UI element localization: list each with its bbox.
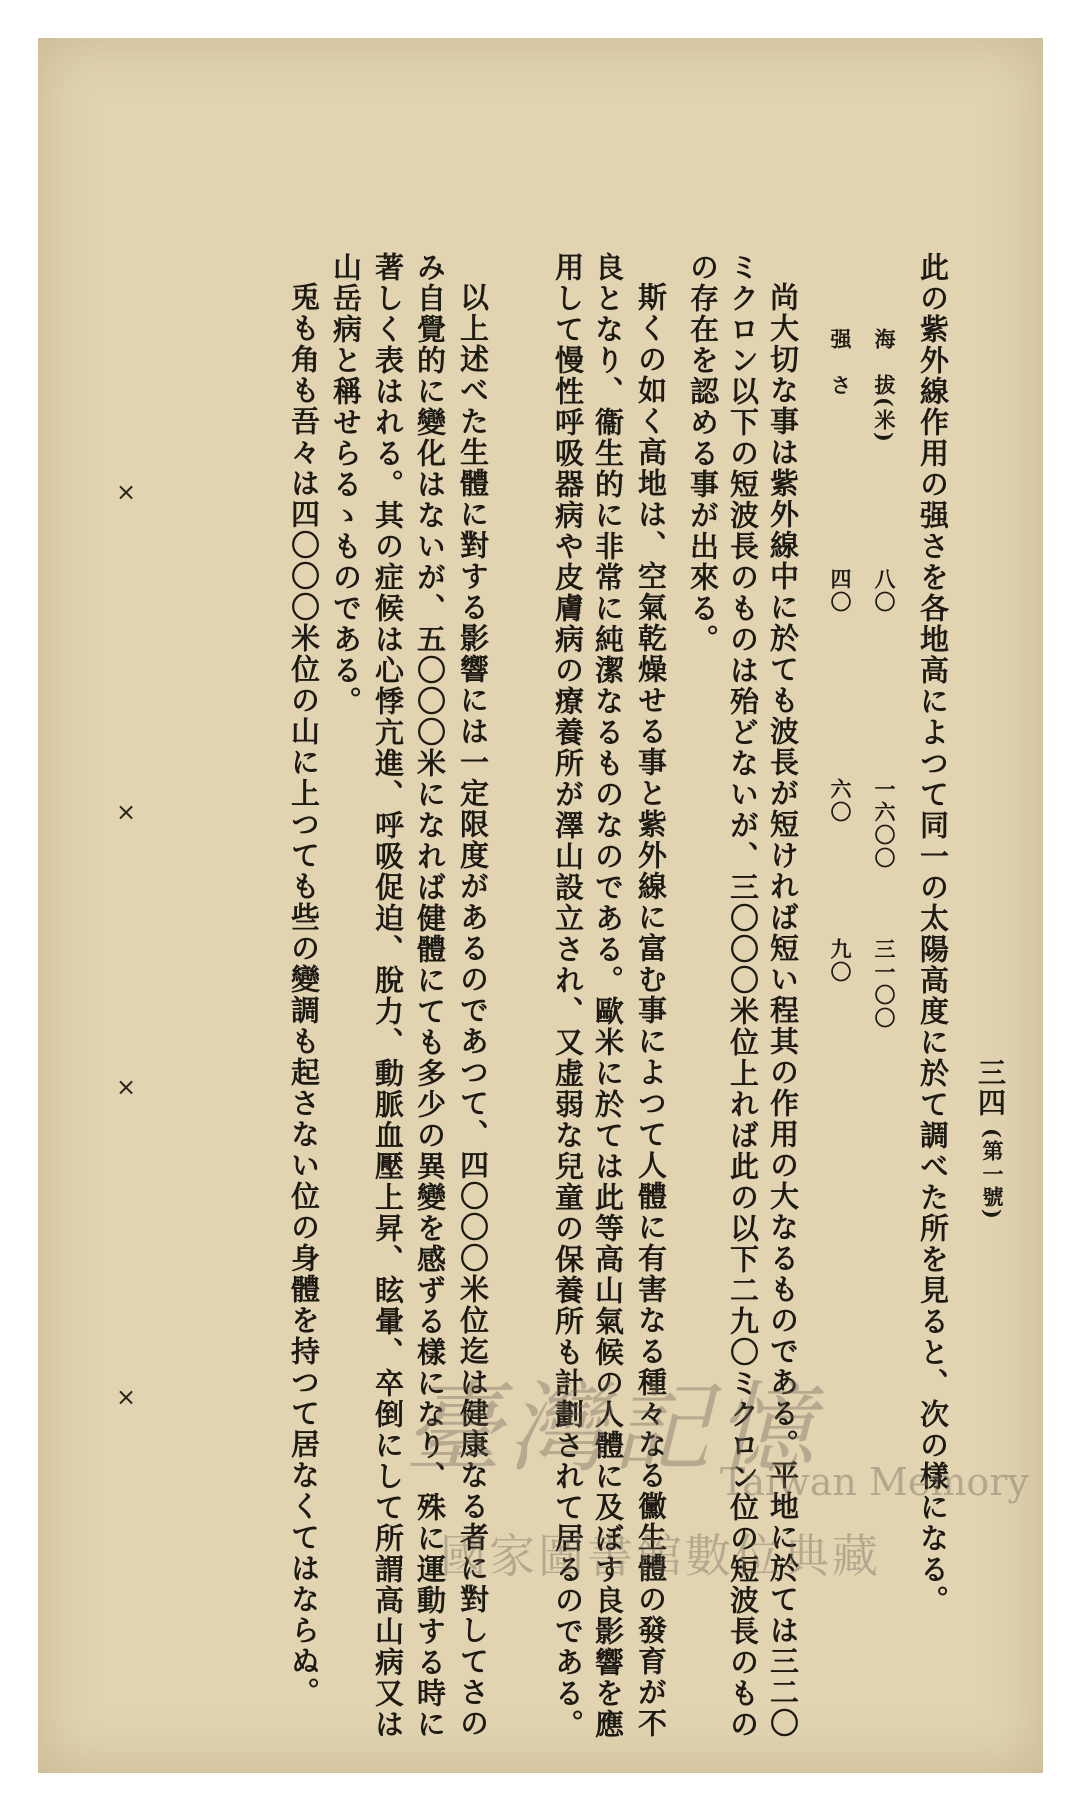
watermark-logo: 臺灣記憶 — [404, 1372, 821, 1486]
text-column-9: み自覺的に變化はないが、五〇〇〇米になれば健體にても多少の異變を感ずる樣になり、殊に運動する時に — [413, 252, 447, 1740]
text-column-5: 斯くの如く高地は、空氣乾燥せる事と紫外線に富む事によつて人體に有害なる種々なる黴生體の發育が不 — [634, 282, 668, 1739]
table-altitude-value-3: 三一〇〇 — [872, 938, 897, 1030]
text-column-8: 以上述べた生體に對する影響には一定限度があるのであつて、四〇〇〇米位迄は健康なる者に對してさの — [456, 282, 490, 1739]
document-page — [38, 38, 1043, 1773]
table-strength-label: 强 さ — [828, 328, 853, 397]
text-column-7: 用して慢性呼吸器病や皮膚病の療養所が澤山設立され、又虚弱な兒童の保養所も計劃されて居るのである。 — [551, 252, 585, 1740]
text-column-6: 良となり、衞生的に非常に純潔なるものなのである。歐米に於ては此等高山氣候の人體に及ぼす良影響を應 — [591, 252, 625, 1740]
separator-cross-3: × — [116, 1073, 137, 1101]
text-column-10: 著しく表はれる。其の症候は心悸亢進、呼吸促迫、脫力、動脈血壓上昇、眩暈、卒倒にして所謂高山病又は — [371, 252, 405, 1740]
table-strength-value-3: 九〇 — [828, 938, 853, 984]
text-column-12: 兎も角も吾々は四〇〇〇米位の山に上つても些の變調も起さない位の身體を持つて居なくてはならぬ。 — [287, 282, 321, 1708]
text-column-11: 山岳病と稱せらるゝものである。 — [329, 252, 363, 717]
separator-cross-4: × — [116, 1383, 137, 1411]
table-altitude-value-1: 八〇 — [872, 568, 897, 614]
separator-cross-2: × — [116, 798, 137, 826]
separator-cross-1: × — [116, 478, 137, 506]
text-column-4: の存在を認める事が出來る。 — [686, 252, 720, 655]
watermark-english: Taiwan Memory — [720, 1460, 1029, 1504]
text-column-2: 尚大切な事は紫外線中に於ても波長が短ければ短い程其の作用の大なるものである。平地に於ては三二〇 — [766, 282, 800, 1739]
table-altitude-value-2: 一六〇〇 — [872, 778, 897, 870]
text-column-1: 此の紫外線作用の强さを各地高によつて同一の太陽高度に於て調べた所を見ると、次の樣になる。 — [916, 252, 950, 1616]
table-strength-value-2: 六〇 — [828, 778, 853, 824]
page-number: 三四 — [974, 1058, 1007, 1118]
table-altitude-label: 海 拔(米) — [872, 328, 897, 444]
watermark-subtitle: 國家圖書館數位典藏 — [440, 1529, 881, 1583]
text-column-3: ミクロン以下の短波長のものは殆どないが、三〇〇〇米位上れば此の以下二九〇ミクロン位の短波長のもの — [726, 252, 760, 1740]
table-strength-value-1: 四〇 — [828, 568, 853, 614]
issue-label: (第一號) — [980, 1128, 1005, 1221]
